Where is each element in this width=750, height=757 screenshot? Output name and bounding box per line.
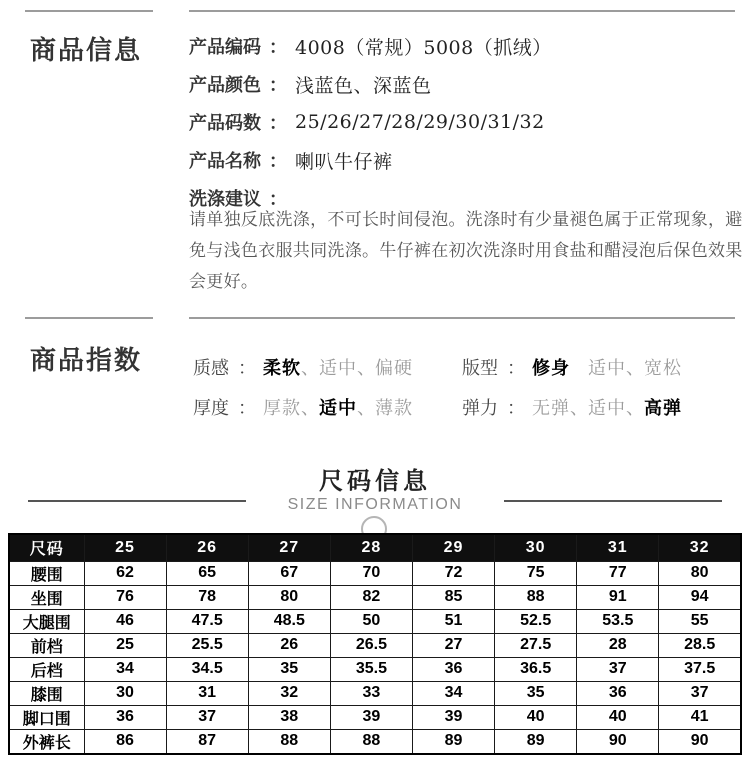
index-option: 薄款 bbox=[375, 398, 413, 418]
size-table-header-cell: 30 bbox=[495, 534, 577, 561]
index-option: 宽松 bbox=[644, 358, 682, 378]
size-table-cell: 46 bbox=[84, 609, 166, 633]
field-value: 喇叭牛仔裤 bbox=[295, 150, 393, 173]
size-table-header-cell: 32 bbox=[659, 534, 741, 561]
size-table-cell: 35.5 bbox=[330, 657, 412, 681]
size-table-cell: 34 bbox=[413, 681, 495, 705]
index-option: 修身 bbox=[532, 358, 570, 378]
size-header-rule bbox=[504, 500, 722, 502]
size-table-row-label: 坐围 bbox=[9, 585, 84, 609]
size-table-cell: 31 bbox=[166, 681, 248, 705]
size-table-row-label: 膝围 bbox=[9, 681, 84, 705]
size-table-cell: 27.5 bbox=[495, 633, 577, 657]
field-colon: ： bbox=[269, 189, 287, 209]
index-option-separator: 、 bbox=[301, 358, 319, 378]
size-table-cell: 88 bbox=[248, 729, 330, 754]
size-table-row-label: 后档 bbox=[9, 657, 84, 681]
size-table-cell: 80 bbox=[248, 585, 330, 609]
size-table-cell: 32 bbox=[248, 681, 330, 705]
index-colon: ： bbox=[507, 398, 525, 418]
size-table-cell: 86 bbox=[84, 729, 166, 754]
size-table-cell: 47.5 bbox=[166, 609, 248, 633]
size-table-cell: 34.5 bbox=[166, 657, 248, 681]
field-value: 25/26/27/28/29/30/31/32 bbox=[295, 111, 545, 133]
size-table-header-row bbox=[9, 534, 741, 561]
section-title-product-info: 商品信息 bbox=[30, 35, 143, 65]
size-table-cell: 26 bbox=[248, 633, 330, 657]
index-option: 柔软 bbox=[263, 358, 301, 378]
size-table-row bbox=[9, 681, 741, 705]
index-row bbox=[462, 347, 682, 387]
index-label: 质感 bbox=[193, 358, 229, 378]
size-table-cell: 88 bbox=[495, 585, 577, 609]
size-table-row bbox=[9, 657, 741, 681]
size-table-header-cell: 27 bbox=[248, 534, 330, 561]
product-fields bbox=[189, 27, 745, 217]
index-option: 适中 bbox=[319, 358, 357, 378]
field-label: 产品编码 bbox=[189, 37, 261, 57]
index-option: 高弹 bbox=[644, 398, 682, 418]
size-table-cell: 40 bbox=[495, 705, 577, 729]
size-table-cell: 88 bbox=[330, 729, 412, 754]
field-value: 浅蓝色、深蓝色 bbox=[295, 74, 432, 97]
size-table-cell: 26.5 bbox=[330, 633, 412, 657]
index-option: 适中 bbox=[588, 398, 626, 418]
product-field-row bbox=[189, 65, 745, 103]
index-option: 偏硬 bbox=[375, 358, 413, 378]
index-row bbox=[193, 387, 413, 427]
section-rule bbox=[25, 10, 153, 12]
index-label: 厚度 bbox=[193, 398, 229, 418]
size-header-rule bbox=[28, 500, 246, 502]
size-table-row bbox=[9, 633, 741, 657]
size-table-cell: 40 bbox=[577, 705, 659, 729]
size-table-cell: 89 bbox=[413, 729, 495, 754]
size-table-cell: 51 bbox=[413, 609, 495, 633]
index-row bbox=[193, 347, 413, 387]
size-table-cell: 90 bbox=[659, 729, 741, 754]
product-field-row bbox=[189, 27, 745, 65]
size-table-header-cell: 31 bbox=[577, 534, 659, 561]
index-row bbox=[462, 387, 682, 427]
size-table-cell: 76 bbox=[84, 585, 166, 609]
size-table-cell: 41 bbox=[659, 705, 741, 729]
size-table-cell: 27 bbox=[413, 633, 495, 657]
index-option-separator bbox=[570, 354, 588, 380]
field-value: 4008（常规）5008（抓绒） bbox=[295, 36, 552, 59]
size-table-cell: 70 bbox=[330, 561, 412, 585]
index-colon: ： bbox=[507, 358, 525, 378]
size-table-cell: 37.5 bbox=[659, 657, 741, 681]
size-table-cell: 30 bbox=[84, 681, 166, 705]
field-label: 产品码数 bbox=[189, 113, 261, 133]
size-table-cell: 35 bbox=[248, 657, 330, 681]
size-table-cell: 85 bbox=[413, 585, 495, 609]
size-table-cell: 90 bbox=[577, 729, 659, 754]
size-table-cell: 53.5 bbox=[577, 609, 659, 633]
size-table-cell: 37 bbox=[166, 705, 248, 729]
size-table-header-cell: 尺码 bbox=[9, 534, 84, 561]
size-table-cell: 39 bbox=[413, 705, 495, 729]
size-table-cell: 33 bbox=[330, 681, 412, 705]
size-table-header-cell: 26 bbox=[166, 534, 248, 561]
size-table-cell: 50 bbox=[330, 609, 412, 633]
size-table-cell: 52.5 bbox=[495, 609, 577, 633]
size-table-cell: 62 bbox=[84, 561, 166, 585]
index-option-separator: 、 bbox=[626, 398, 644, 418]
index-option: 适中 bbox=[319, 398, 357, 418]
size-table-cell: 75 bbox=[495, 561, 577, 585]
size-table-cell: 37 bbox=[659, 681, 741, 705]
size-table-header-cell: 29 bbox=[413, 534, 495, 561]
size-table-header-cell: 25 bbox=[84, 534, 166, 561]
section-rule bbox=[189, 10, 735, 12]
index-option: 无弹 bbox=[532, 398, 570, 418]
size-table-cell: 55 bbox=[659, 609, 741, 633]
index-option-separator: 、 bbox=[570, 398, 588, 418]
size-table-cell: 72 bbox=[413, 561, 495, 585]
size-table-cell: 80 bbox=[659, 561, 741, 585]
size-table-cell: 36 bbox=[84, 705, 166, 729]
index-option: 厚款 bbox=[263, 398, 301, 418]
size-table-cell: 36 bbox=[577, 681, 659, 705]
size-table-row-label: 脚口围 bbox=[9, 705, 84, 729]
field-colon: ： bbox=[269, 37, 287, 57]
index-option-separator: 、 bbox=[357, 358, 375, 378]
size-table-cell: 89 bbox=[495, 729, 577, 754]
size-table-cell: 91 bbox=[577, 585, 659, 609]
size-table-cell: 65 bbox=[166, 561, 248, 585]
product-field-row bbox=[189, 103, 745, 141]
size-table-cell: 77 bbox=[577, 561, 659, 585]
size-table-row bbox=[9, 561, 741, 585]
size-section-title: 尺码信息 bbox=[319, 468, 431, 495]
size-section-subtitle: SIZE INFORMATION bbox=[287, 496, 463, 513]
field-colon: ： bbox=[269, 151, 287, 171]
field-label: 洗涤建议 bbox=[189, 189, 261, 209]
size-table-cell: 67 bbox=[248, 561, 330, 585]
size-table-cell: 36.5 bbox=[495, 657, 577, 681]
size-table-cell: 35 bbox=[495, 681, 577, 705]
size-table-cell: 28.5 bbox=[659, 633, 741, 657]
size-table-cell: 48.5 bbox=[248, 609, 330, 633]
product-field-row bbox=[189, 141, 745, 179]
size-table-cell: 37 bbox=[577, 657, 659, 681]
field-colon: ： bbox=[269, 75, 287, 95]
section-rule bbox=[189, 317, 735, 319]
size-table-header-cell: 28 bbox=[330, 534, 412, 561]
index-label: 弹力 bbox=[462, 398, 498, 418]
size-table-cell: 36 bbox=[413, 657, 495, 681]
size-table-cell: 38 bbox=[248, 705, 330, 729]
index-colon: ： bbox=[238, 398, 256, 418]
size-table-row bbox=[9, 585, 741, 609]
size-table-cell: 25 bbox=[84, 633, 166, 657]
index-colon: ： bbox=[238, 358, 256, 378]
size-table-cell: 34 bbox=[84, 657, 166, 681]
size-table-cell: 82 bbox=[330, 585, 412, 609]
size-table-row-label: 腰围 bbox=[9, 561, 84, 585]
section-rule bbox=[25, 317, 153, 319]
washing-note: 请单独反底洗涤，不可长时间侵泡。洗涤时有少量褪色属于正常现象，避免与浅色衣服共同洗涤。牛仔裤在初次洗涤时用食盐和醋浸泡后保色效果会更好。 bbox=[189, 210, 743, 291]
index-column-left bbox=[193, 347, 413, 427]
size-table-row-label: 大腿围 bbox=[9, 609, 84, 633]
size-table-cell: 87 bbox=[166, 729, 248, 754]
index-label: 版型 bbox=[462, 358, 498, 378]
size-table-row bbox=[9, 609, 741, 633]
size-table-cell: 39 bbox=[330, 705, 412, 729]
size-table-row-label: 前档 bbox=[9, 633, 84, 657]
index-option-separator: 、 bbox=[626, 358, 644, 378]
size-table-row bbox=[9, 729, 741, 754]
field-label: 产品名称 bbox=[189, 151, 261, 171]
size-table-cell: 25.5 bbox=[166, 633, 248, 657]
size-table-cell: 28 bbox=[577, 633, 659, 657]
index-option-separator: 、 bbox=[357, 398, 375, 418]
field-label: 产品颜色 bbox=[189, 75, 261, 95]
size-table-cell: 94 bbox=[659, 585, 741, 609]
index-option: 适中 bbox=[588, 358, 626, 378]
size-table-row-label: 外裤长 bbox=[9, 729, 84, 754]
size-table-row bbox=[9, 705, 741, 729]
section-title-product-index: 商品指数 bbox=[30, 345, 143, 375]
field-colon: ： bbox=[269, 113, 287, 133]
size-chart-table bbox=[8, 533, 742, 755]
index-column-right bbox=[462, 347, 682, 427]
size-table-cell: 78 bbox=[166, 585, 248, 609]
index-option-separator: 、 bbox=[301, 398, 319, 418]
